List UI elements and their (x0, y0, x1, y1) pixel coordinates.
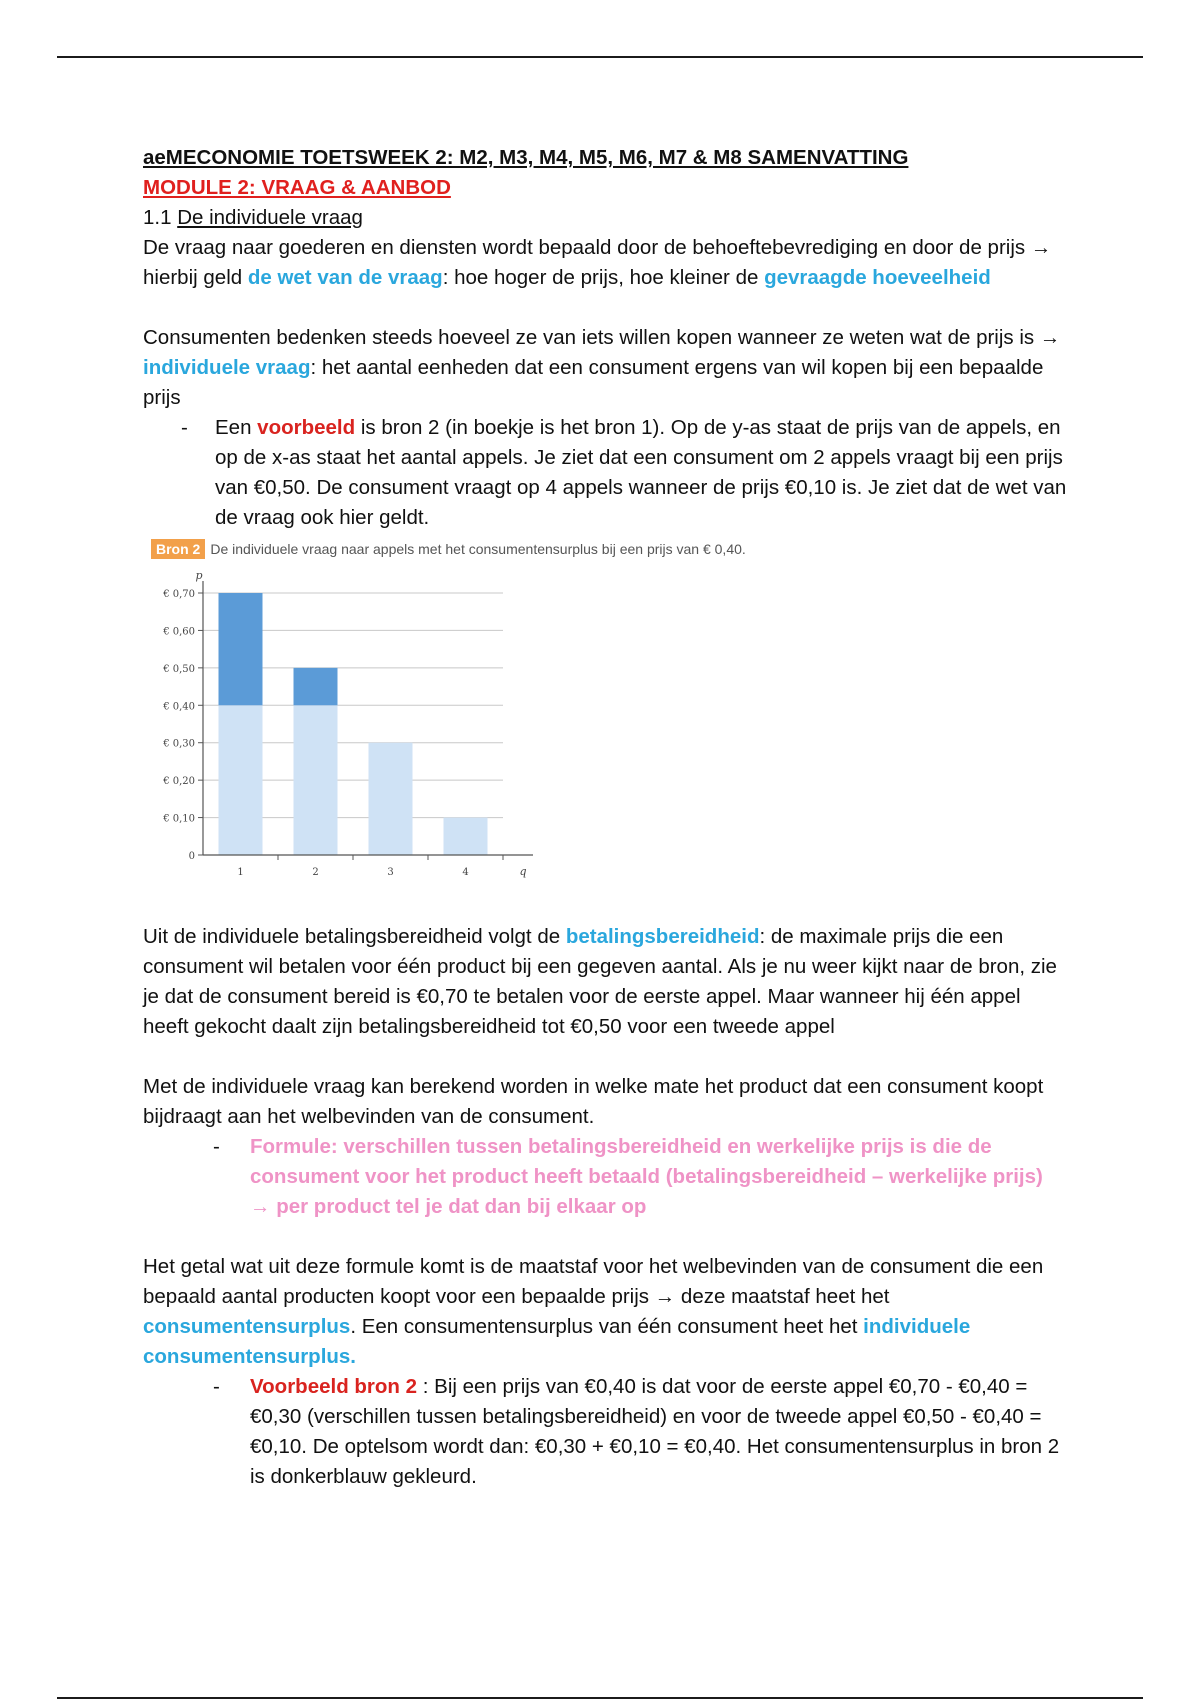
bullet-dash: - (213, 1375, 220, 1398)
figure-bron-2 (143, 537, 863, 922)
paragraph-individuele-vraag (143, 323, 1068, 413)
y-tick-label: € 0,50 (163, 663, 195, 675)
text: : het aantal eenheden dat een consument ergens van wil kopen bij een bepaalde prijs (143, 356, 1044, 409)
paragraph-consumentensurplus (143, 1252, 1068, 1372)
bar (219, 705, 263, 855)
text: is bron 2 (in boekje is het bron 1). Op de y-as staat de prijs van de appels, en op de x-as staat het aantal appels. Je ziet dat een consument om 2 appels vraagt bij een prijs van €0,50. De consument vraagt op 4 appels wanneer de prijs €0,10 is. Je ziet dat de wet van de vraag ook hier geldt. (215, 416, 1067, 529)
figure-tag: Bron 2 (151, 539, 205, 559)
top-rule (57, 56, 1143, 58)
bar (444, 818, 488, 855)
text: : Bij een prijs van €0,40 is dat voor de eerste appel €0,70 - €0,40 = €0,30 (verschillen tussen betalingsbereidheid) en voor de tweede appel €0,50 - €0,40 = €0,10. De optelsom wordt dan: €0,30 + €0,10 = €0,40. Het consumentensurplus in bron 2 is donkerblauw gekleurd. (250, 1375, 1060, 1488)
term-wet-van-de-vraag: de wet van de vraag (247, 266, 443, 289)
paragraph-welbevinden: Met de individuele vraag kan berekend worden in welke mate het product dat een consument koopt bijdraagt aan het welbevinden van de consument. (143, 1075, 1044, 1128)
text: . Een consumentensurplus van één consument heet het (350, 1315, 864, 1338)
y-tick-label: € 0,70 (163, 589, 195, 600)
y-axis-label: p (195, 569, 203, 582)
text: Consumenten bedenken steeds hoeveel ze van iets willen kopen wanneer ze weten wat de prijs is → (143, 326, 1061, 349)
term-betalingsbereidheid: betalingsbereidheid (565, 925, 760, 948)
text: De vraag naar goederen en diensten wordt bepaald door de behoeftebevrediging en door de prijs → hierbij geld (143, 236, 1052, 289)
figure-caption-text: De individuele vraag naar appels met het consumentensurplus bij een prijs van € 0,40. (210, 541, 746, 557)
document-title: aeMECONOMIE TOETSWEEK 2: M2, M3, M4, M5, M6, M7 & M8 SAMENVATTING (143, 146, 909, 169)
module-title: MODULE 2: VRAAG & AANBOD (143, 176, 451, 199)
y-tick-label: € 0,40 (163, 701, 195, 713)
bottom-rule (57, 1697, 1143, 1699)
bullet-dash: - (213, 1135, 220, 1158)
bar (369, 743, 413, 855)
bar-chart (143, 565, 543, 910)
x-tick-label: 1 (237, 867, 244, 878)
figure-caption (151, 539, 746, 559)
list-item-formule (143, 1132, 1068, 1222)
y-tick-label: € 0,30 (163, 738, 195, 750)
y-tick-label: € 0,60 (163, 626, 195, 638)
list-item-voorbeeld-bron-2 (143, 1372, 1068, 1492)
x-axis-label: q (519, 865, 527, 878)
section-number: 1.1 (143, 206, 172, 229)
x-tick-label: 2 (312, 867, 319, 878)
term-voorbeeld: voorbeeld (257, 416, 356, 439)
x-tick-label: 3 (387, 867, 394, 878)
term-gevraagde-hoeveelheid: gevraagde hoeveelheid (764, 266, 991, 289)
surplus-bar (294, 668, 338, 705)
bar (294, 705, 338, 855)
text: Uit de individuele betalingsbereidheid volgt de (143, 925, 566, 948)
section-title: De individuele vraag (177, 206, 363, 229)
term-consumentensurplus: consumentensurplus (143, 1315, 351, 1338)
section-heading (143, 203, 1068, 233)
paragraph-wet-van-de-vraag (143, 233, 1068, 293)
document-content (143, 143, 1068, 1492)
list-item-voorbeeld (143, 413, 1068, 533)
y-tick-label: € 0,20 (163, 776, 195, 788)
term-individuele-consumentensurplus: individuele consumentensurplus. (143, 1315, 971, 1368)
term-individuele-vraag: individuele vraag (143, 356, 311, 379)
y-tick-label: € 0,10 (163, 813, 195, 825)
formula-text: Formule: verschillen tussen betalingsbereidheid en werkelijke prijs is die de consument voor het product heeft betaald (betalingsbereidheid – werkelijke prijs) → per product tel je dat dan bij elkaar op (250, 1135, 1043, 1218)
text: Een (215, 416, 258, 439)
term-voorbeeld-bron-2: Voorbeeld bron 2 (250, 1375, 418, 1398)
y-tick-label: 0 (188, 851, 195, 862)
surplus-bar (219, 593, 263, 705)
text: : de maximale prijs die een consument wil betalen voor één product bij een gegeven aantal. Als je nu weer kijkt naar de bron, zie je dat de consument bereid is €0,70 te betalen voor de eerste appel. Maar wanneer hij één appel heeft gekocht daalt zijn betalingsbereidheid tot €0,50 voor een tweede appel (143, 925, 1057, 1038)
bullet-dash: - (181, 416, 188, 439)
paragraph-betalingsbereidheid (143, 922, 1068, 1042)
x-tick-label: 4 (462, 867, 469, 878)
text: : hoe hoger de prijs, hoe kleiner de (442, 266, 765, 289)
text: Het getal wat uit deze formule komt is de maatstaf voor het welbevinden van de consument die een bepaald aantal producten koopt voor een bepaalde prijs → deze maatstaf heet het (143, 1255, 1044, 1308)
